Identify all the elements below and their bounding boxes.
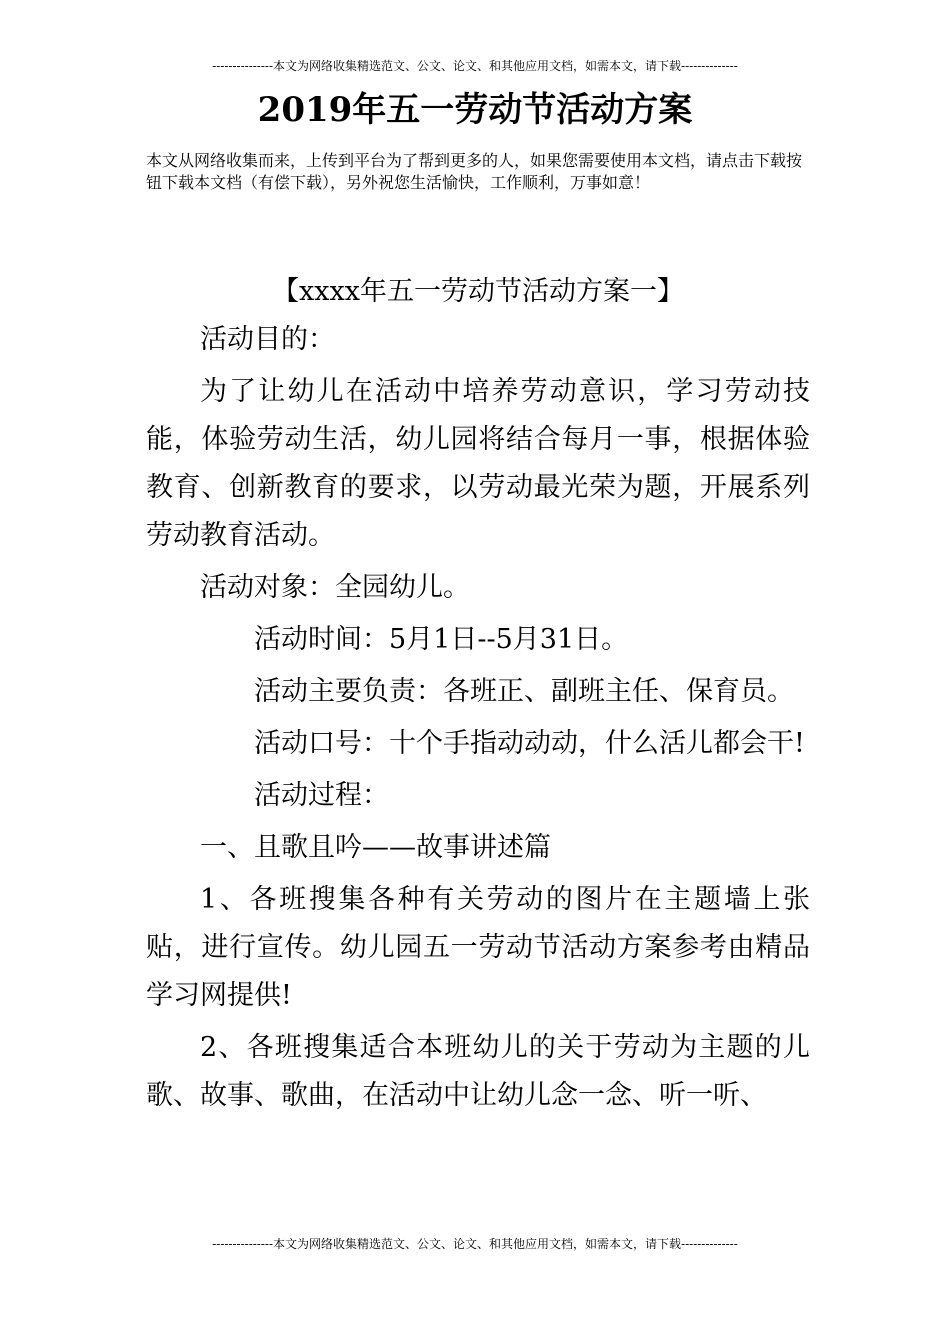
document-body (146, 268, 810, 1124)
document-title: 2019年五一劳动节活动方案 (257, 90, 693, 130)
intro-paragraph: 本文从网络收集而来，上传到平台为了帮到更多的人，如果您需要使用本文档，请点击下载按钮下载本文档（有偿下载），另外祝您生活愉快，工作顺利，万事如意！ (146, 151, 803, 192)
paragraph-responsible: 活动主要负责：各班正、副班主任、保育员。 (254, 676, 794, 707)
paragraph-purpose-label: 活动目的： (200, 324, 335, 355)
paragraph-purpose: 为了让幼儿在活动中培养劳动意识，学习劳动技能，体验劳动生活，幼儿园将结合每月一事，根据体验教育、创新教育的要求，以劳动最光荣为题，开展系列劳动教育活动。 (146, 376, 810, 551)
paragraph-step-one-heading: 一、且歌且吟——故事讲述篇 (200, 832, 551, 863)
paragraph-item-1: 1、各班搜集各种有关劳动的图片在主题墙上张贴，进行宣传。幼儿园五一劳动节活动方案参考由精品学习网提供! (146, 884, 810, 1011)
section-heading: 【xxxx年五一劳动节活动方案一】 (272, 276, 684, 307)
paragraph-slogan: 活动口号：十个手指动动动，什么活儿都会干! (254, 728, 805, 759)
header-banner: ---------------本文为网络收集精选范文、公文、论文、和其他应用文档，如需本文，请下载-------------- (212, 59, 738, 73)
paragraph-target: 活动对象：全园幼儿。 (200, 572, 470, 603)
footer-banner: ---------------本文为网络收集精选范文、公文、论文、和其他应用文档，如需本文，请下载-------------- (212, 1237, 738, 1251)
paragraph-time: 活动时间：5月1日--5月31日。 (254, 624, 629, 655)
paragraph-item-2: 2、各班搜集适合本班幼儿的关于劳动为主题的儿歌、故事、歌曲，在活动中让幼儿念一念、听一听、 (146, 1032, 810, 1111)
paragraph-process-label: 活动过程： (254, 780, 389, 811)
